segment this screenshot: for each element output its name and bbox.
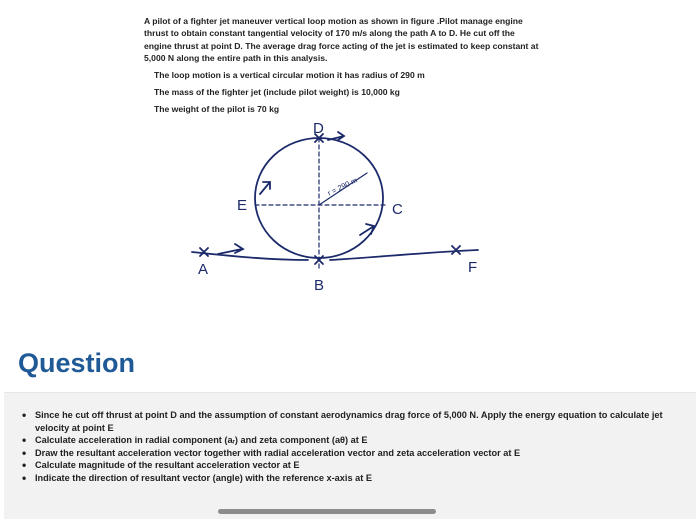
arrow-a — [218, 244, 243, 254]
label-d: D — [313, 120, 324, 137]
label-b: B — [314, 277, 325, 294]
approach-path — [192, 252, 308, 260]
question-bullets — [22, 409, 682, 485]
exit-path — [330, 250, 478, 260]
question-item-3: • Draw the resultant acceleration vector together with radial acceleration vector and zeta acceleration vector at E — [22, 447, 682, 460]
question-item-5: • Indicate the direction of resultant vector (angle) with the reference x-axis at E — [22, 472, 682, 485]
label-f: F — [468, 259, 478, 276]
label-c: C — [392, 201, 403, 218]
arrow-e — [260, 182, 270, 194]
problem-statement — [144, 15, 539, 121]
question-heading: Question — [18, 348, 136, 378]
question-item-1: • Since he cut off thrust at point D and the assumption of constant aerodynamics drag force of 5,000 N. Apply the energy equation to calculate jet velocity at point E — [22, 409, 682, 434]
marker-a — [200, 248, 208, 256]
arrow-d — [328, 132, 344, 140]
radius-label: r = 290 m — [326, 175, 359, 198]
given-list — [154, 69, 539, 116]
given-pilot-weight: The weight of the pilot is 70 kg — [154, 104, 280, 115]
label-e: E — [237, 197, 248, 214]
loop-diagram — [180, 110, 520, 300]
horizontal-scrollbar[interactable] — [218, 509, 436, 514]
given-radius: The loop motion is a vertical circular motion it has radius of 290 m — [154, 69, 425, 80]
problem-paragraph: A pilot of a fighter jet maneuver vertical loop motion as shown in figure .Pilot manage engine thrust to obtain constant tangential velocity of 170 m/s along the path A to D. He cut off the engine thrust at point D. The average drag force acting of the jet is estimated to keep constant at 5,000 N along the entire path in this analysis. — [144, 16, 539, 64]
question-item-4: • Calculate magnitude of the resultant acceleration vector at E — [22, 459, 682, 472]
given-mass: The mass of the fighter jet (include pilot weight) is 10,000 kg — [154, 87, 400, 98]
marker-f — [452, 246, 460, 254]
label-a: A — [198, 261, 209, 278]
arrow-c — [360, 224, 374, 235]
question-item-2: • Calculate acceleration in radial component (aᵣ) and zeta component (aθ) at E — [22, 434, 682, 447]
